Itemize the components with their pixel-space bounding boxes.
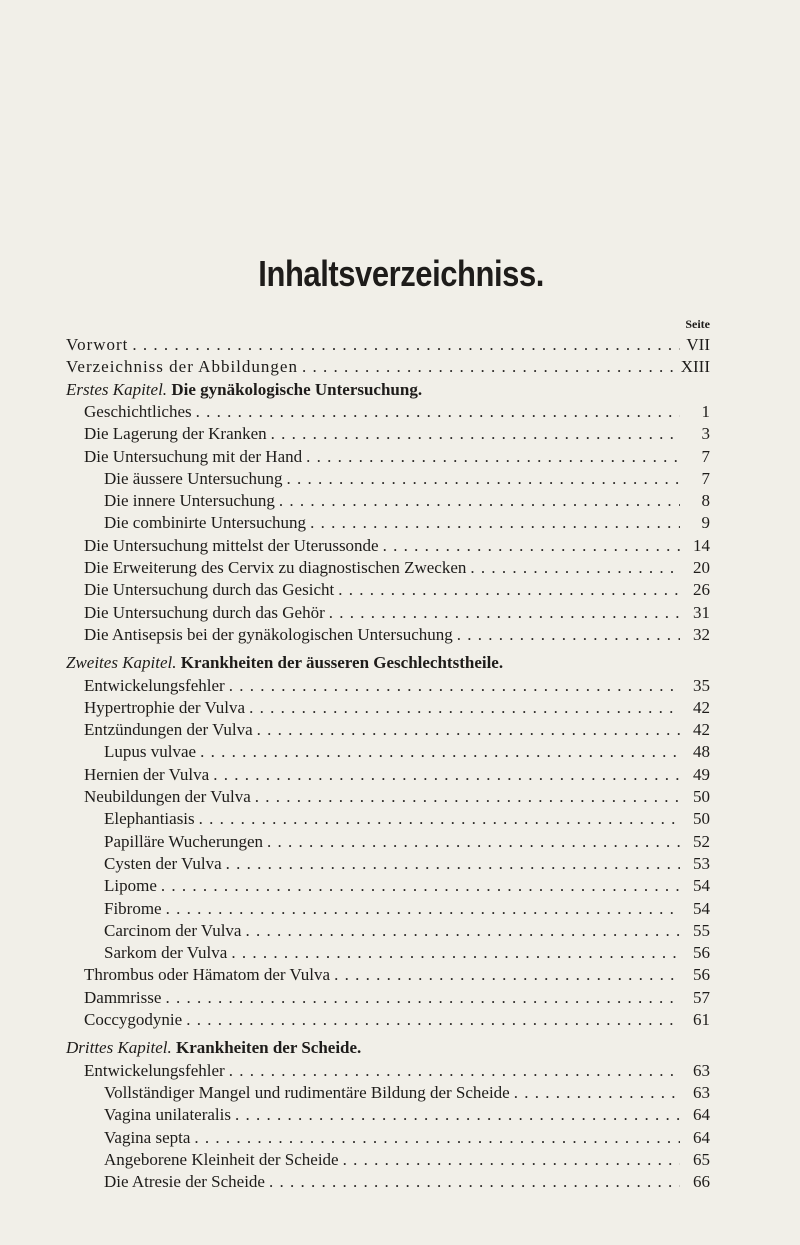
toc-entry [104,875,710,897]
toc-entry [84,987,710,1009]
chapter-number: Erstes Kapitel. [66,379,168,399]
dot-leader [200,741,680,763]
dot-leader [457,624,680,646]
toc-entry [104,831,710,853]
toc-entry-label: Entwickelungsfehler [84,675,225,695]
toc-entry-label: Papilläre Wucherungen [104,831,264,851]
toc-page-number: 54 [693,876,710,896]
toc-page-number: 63 [693,1060,710,1080]
chapter-number: Zweites Kapitel. [66,653,177,673]
toc-entry [84,624,710,646]
toc-entry-label: Vagina septa [104,1127,191,1147]
toc-page-number: 7 [701,446,710,466]
toc-page-number: 32 [693,624,710,644]
toc-entry [84,446,710,468]
toc-entry [84,579,710,601]
toc-entry [66,356,710,378]
chapter-heading [66,379,422,401]
toc-entry [104,898,710,920]
dot-leader [271,423,680,445]
dot-leader [166,898,680,920]
dot-leader [255,786,680,808]
toc-page-number: 26 [693,580,710,600]
toc-entry-label: Elephantiasis [104,809,195,829]
chapter-heading [66,1037,361,1059]
dot-leader [199,808,680,830]
toc-entry-label: Thrombus oder Hämatom der Vulva [84,965,331,985]
toc-entry-label: Coccygodynie [84,1010,183,1029]
dot-leader [269,1171,680,1193]
toc-entry-label: Neubildungen der Vulva [84,787,251,806]
chapter-title: Krankheiten der Scheide. [176,1038,362,1058]
dot-leader [470,557,680,579]
toc-entry [104,1149,710,1171]
toc-entry [84,535,710,557]
toc-entry-label: Cysten der Vulva [104,853,222,873]
toc-entry [104,490,710,512]
dot-leader [226,853,680,875]
toc-entry [84,719,710,741]
toc-entry-label: Die Erweiterung des Cervix zu diagnostischen Zwecken [84,558,467,577]
toc-entry-label: Die Atresie der Scheide [104,1172,265,1192]
toc-page-number: 63 [693,1082,710,1102]
dot-leader [329,602,680,624]
toc-entry [84,964,710,986]
toc-entry-label: Entzündungen der Vulva [84,720,253,740]
toc-entry [84,1009,710,1031]
toc-entry-label: Hernien der Vulva [84,764,210,784]
dot-leader [306,446,680,468]
toc-page-number: 54 [693,898,710,918]
toc-page-number: 52 [693,831,710,851]
dot-leader [338,579,680,601]
toc-entry-label: Verzeichniss der Abbildungen [66,357,298,377]
dot-leader [334,964,680,986]
dot-leader [229,1060,680,1082]
dot-leader [514,1082,680,1104]
toc-entry [104,512,710,534]
toc-entry-label: Sarkom der Vulva [104,943,228,963]
toc-page-number: 55 [693,920,710,940]
dot-leader [161,875,680,897]
toc-page-number: 31 [693,602,710,622]
toc-page-number: 57 [693,987,710,1007]
dot-leader [213,764,680,786]
toc-page-number: 9 [701,513,710,533]
toc-entry-label: Vorwort [66,335,129,354]
toc-entry-label: Fibrome [104,898,162,918]
toc-entry [84,786,710,808]
toc-page-number: 35 [693,675,710,695]
chapter-number: Drittes Kapitel. [66,1038,172,1058]
dot-leader [249,697,680,719]
dot-leader [132,334,680,356]
dot-leader [186,1009,680,1031]
dot-leader [302,356,675,378]
toc-entry-label: Vagina unilateralis [104,1105,231,1125]
dot-leader [229,675,680,697]
toc-page-number: 7 [701,468,710,488]
dot-leader [245,920,680,942]
toc-entry [104,808,710,830]
page-column-header: Seite [685,317,710,331]
toc-page-number: 42 [693,697,710,717]
toc-entry [104,1171,710,1193]
dot-leader [235,1104,680,1126]
toc-page-number: VII [686,335,710,354]
toc-entry-label: Carcinom der Vulva [104,920,242,940]
toc-page-number: 56 [693,943,710,963]
toc-entry-label: Angeborene Kleinheit der Scheide [104,1149,339,1169]
toc-entry-label: Die Lagerung der Kranken [84,424,267,444]
toc-entry [84,423,710,445]
dot-leader [343,1149,680,1171]
toc-entry [84,401,710,423]
toc-entry-label: Entwickelungsfehler [84,1060,225,1080]
toc-entry-label: Vollständiger Mangel und rudimentäre Bildung der Scheide [104,1082,510,1102]
toc-page-number: 42 [693,720,710,740]
toc-entry-label: Lipome [104,876,157,896]
toc-entry [84,697,710,719]
toc-page-number: XIII [680,357,710,377]
toc-entry [104,920,710,942]
toc-entry-label: Die combinirte Untersuchung [104,513,307,533]
toc-page-number: 61 [693,1010,710,1029]
toc-page-number: 49 [693,764,710,784]
toc-entry-label: Geschichtliches [84,401,192,421]
toc-entry-label: Die äussere Untersuchung [104,468,283,488]
toc-page-number: 66 [693,1172,710,1192]
chapter-heading [66,652,503,674]
toc-entry-label: Hypertrophie der Vulva [84,697,246,717]
toc-entry-label: Die Untersuchung mit der Hand [84,446,303,466]
toc-entry [84,764,710,786]
toc-entry [104,741,710,763]
dot-leader [267,831,680,853]
toc-entry-label: Dammrisse [84,987,162,1007]
toc-entry-label: Die innere Untersuchung [104,491,275,511]
toc-page-number: 53 [693,853,710,873]
toc-entry [104,853,710,875]
toc-page-number: 3 [701,424,710,444]
dot-leader [286,468,680,490]
toc-entry-label: Die Antisepsis bei der gynäkologischen Untersuchung [84,624,453,644]
dot-leader [257,719,680,741]
toc-entry [84,1060,710,1082]
dot-leader [310,512,680,534]
page-title: Inhaltsverzeichniss. [258,253,544,294]
toc-entry [84,557,710,579]
toc-entry [104,942,710,964]
dot-leader [279,490,680,512]
toc-entry [104,468,710,490]
toc-page-number: 20 [693,558,710,577]
toc-entry [104,1127,710,1149]
toc-page-number: 8 [701,491,710,511]
toc-page-number: 50 [693,809,710,829]
toc-page-number: 56 [693,965,710,985]
toc-page-number: 50 [693,787,710,806]
dot-leader [231,942,680,964]
toc-entry-label: Die Untersuchung durch das Gesicht [84,580,335,600]
toc-entry [104,1082,710,1104]
dot-leader [196,401,680,423]
toc-page-number: 48 [693,742,710,762]
dot-leader [383,535,680,557]
chapter-title: Die gynäkologische Untersuchung. [171,379,423,399]
toc-page-number: 1 [701,401,710,421]
toc-entry-label: Die Untersuchung durch das Gehör [84,602,325,622]
chapter-title: Krankheiten der äusseren Geschlechtstheile. [180,653,504,673]
toc-entry [84,602,710,624]
dot-leader [194,1127,680,1149]
toc-entry [84,675,710,697]
toc-entry-label: Lupus vulvae [104,742,197,762]
toc-entry [66,334,710,356]
toc-page-number: 14 [693,535,710,555]
toc-page-number: 64 [693,1127,710,1147]
toc-entry [104,1104,710,1126]
toc-page-number: 65 [693,1149,710,1169]
dot-leader [165,987,680,1009]
toc-entry-label: Die Untersuchung mittelst der Uterussonde [84,535,379,555]
toc-page-number: 64 [693,1105,710,1125]
